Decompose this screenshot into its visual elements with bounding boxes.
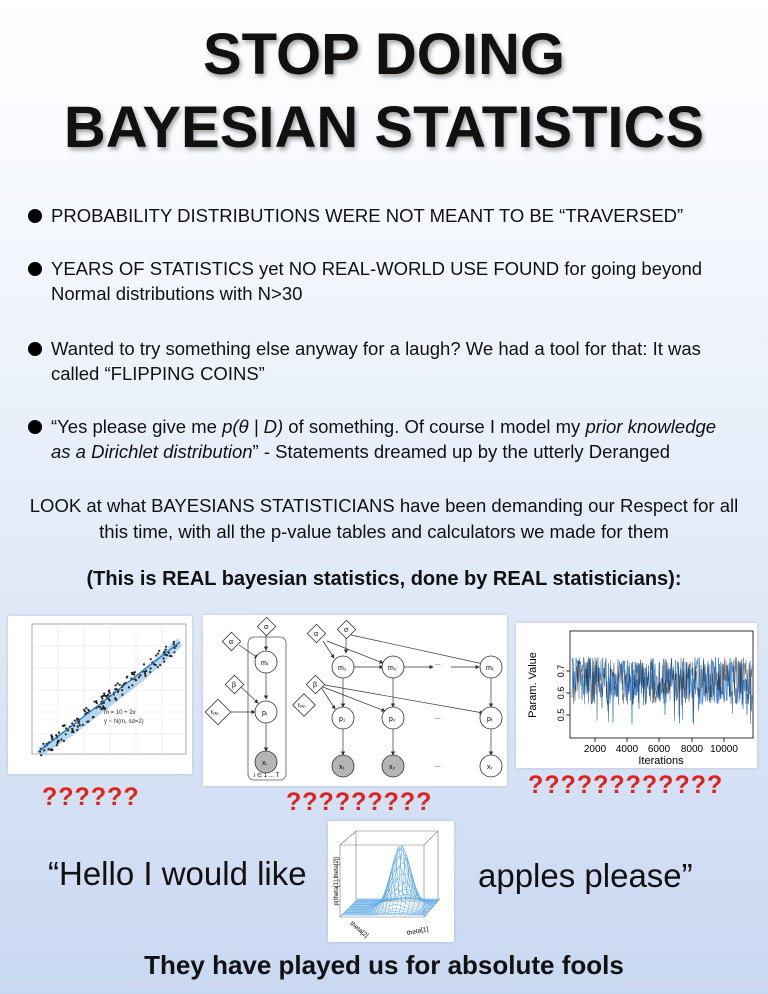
scatter-panel [8, 616, 192, 774]
ellipsis-2: ... [435, 714, 441, 721]
scatter-point [165, 646, 167, 648]
node-alpha-2: α [314, 631, 319, 638]
scatter-point [115, 699, 117, 701]
scatter-point [163, 651, 165, 653]
scatter-point [92, 716, 94, 718]
question-marks-1: ?????? [42, 783, 140, 811]
scatter-point [94, 701, 96, 703]
scatter-point [135, 679, 137, 681]
trace-xtick-3: 8000 [680, 744, 704, 755]
scatter-point [150, 667, 152, 669]
scatter-point [109, 699, 111, 701]
scatter-point [71, 728, 73, 730]
scatter-point [56, 744, 58, 746]
scatter-point [149, 671, 151, 673]
bullet-2 [28, 256, 748, 306]
scatter-point [162, 657, 164, 659]
final-line: They have played us for absolute fools [144, 950, 624, 980]
bullet-4-italic-2: prior knowledge as a Dirichlet distribution [51, 416, 717, 462]
node-f-2: fₑₓₚ [298, 703, 306, 709]
scatter-point [173, 643, 175, 645]
scatter-point [173, 651, 175, 653]
scatter-point [42, 743, 44, 745]
scatter-point [117, 682, 119, 684]
scatter-point [62, 725, 64, 727]
scatter-point [157, 666, 159, 668]
bullet-4-mid: of something. Of course I model my [283, 416, 586, 437]
bullet-dot-icon [28, 209, 42, 223]
title-line-2: BAYESIAN STATISTICS [63, 95, 705, 160]
scatter-point [84, 710, 86, 712]
node-sigma-2: σ [344, 627, 349, 634]
scatter-point [134, 671, 136, 673]
scatter-point [78, 722, 80, 724]
scatter-point [131, 673, 133, 675]
scatter-point [144, 673, 146, 675]
surface-xlabel: theta[1] [406, 925, 430, 938]
bullet-4-pre: “Yes please give me [51, 416, 223, 437]
trace-ytick-0: 0.5 [556, 708, 566, 722]
node-pT: pₜ [487, 716, 493, 723]
scatter-point [128, 686, 130, 688]
scatter-point [164, 649, 166, 651]
scatter-point [139, 674, 141, 676]
scatter-point [104, 695, 106, 697]
scatter-point [74, 720, 76, 722]
node-beta-2: β [313, 682, 318, 689]
scatter-legend-1: m = 10 + 2x [104, 710, 136, 716]
scatter-point [163, 661, 165, 663]
scatter-point [173, 641, 175, 643]
scatter-point [63, 740, 65, 742]
trace-ytick-2: 0.7 [556, 664, 566, 678]
bullet-4-italic-1: p(θ | D) [222, 416, 284, 437]
surface-zlabel: p(theta[1],theta[2]) [334, 856, 340, 906]
node-m1: m₁ [338, 665, 347, 672]
trace-plot [516, 623, 757, 768]
scatter-point [76, 729, 78, 731]
node-beta: β [232, 682, 237, 689]
node-mT: mₜ [486, 665, 494, 672]
scatter-point [121, 694, 123, 696]
scatter-point [144, 671, 146, 673]
hello-left: “Hello I would like [48, 855, 307, 892]
node-p2: p₂ [389, 716, 396, 723]
trace-xtick-1: 4000 [615, 744, 639, 755]
scatter-point [115, 684, 117, 686]
scatter-point [85, 707, 87, 709]
node-m2: m₂ [388, 665, 397, 672]
scatter-point [131, 684, 133, 686]
trace-xtick-2: 6000 [647, 744, 671, 755]
bullet-text: PROBABILITY DISTRIBUTIONS WERE NOT MEANT TO BE “TRAVERSED” [51, 205, 684, 226]
scatter-point [65, 733, 67, 735]
scatter-point [87, 709, 89, 711]
scatter-point [99, 706, 101, 708]
node-mi: mᵢ [261, 660, 268, 667]
scatter-point [150, 658, 152, 660]
scatter-point [143, 663, 145, 665]
bullet-1 [28, 203, 748, 228]
scatter-point [43, 749, 45, 751]
trace-panel [516, 623, 757, 768]
hello-right: apples please” [478, 857, 693, 894]
scatter-point [138, 676, 140, 678]
surface-panel [328, 821, 454, 942]
node-sigma: σ [264, 624, 269, 631]
scatter-point [103, 693, 105, 695]
trace-xlabel: Iterations [638, 755, 684, 767]
surface-ylabel: theta[2] [348, 920, 370, 940]
plate-label: i ∈ 1 ... T [254, 773, 280, 779]
bullet-4-post: ” - Statements dreamed up by the utterly Deranged [252, 441, 671, 462]
scatter-legend-2: y ~ N(m, sd=2) [104, 719, 144, 725]
scatter-point [108, 690, 110, 692]
trace-ylabel: Param. Value [527, 652, 539, 718]
ellipsis-3: ... [435, 762, 441, 769]
scatter-point [40, 754, 42, 756]
scatter-point [155, 654, 157, 656]
scatter-point [126, 676, 128, 678]
scatter-point [144, 675, 146, 677]
surface-mesh-line [352, 854, 434, 906]
scatter-point [133, 674, 135, 676]
bullet-text: Wanted to try something else anyway for a laugh? We had a tool for that: It was called “FLIPPING COINS” [51, 338, 701, 384]
scatter-point [58, 732, 60, 734]
scatter-point [169, 655, 171, 657]
bullet-4 [28, 414, 748, 464]
node-p1: p₁ [339, 716, 346, 723]
scatter-point [101, 698, 103, 700]
scatter-point [96, 702, 98, 704]
node-xT: xₜ [487, 764, 493, 771]
node-alpha: α [229, 639, 234, 646]
bullet-dot-icon [28, 262, 42, 276]
scatter-point [157, 653, 159, 655]
scatter-point [119, 684, 121, 686]
bullet-text [51, 414, 731, 464]
scatter-plot [8, 616, 192, 774]
scatter-point [51, 736, 53, 738]
scatter-point [82, 724, 84, 726]
scatter-point [79, 724, 81, 726]
diagram-panel [203, 615, 507, 786]
node-x1: x₁ [339, 764, 345, 771]
surface-plot [328, 821, 454, 942]
node-xi: xᵢ [262, 760, 267, 767]
scatter-point [121, 689, 123, 691]
graphical-model-diagram [203, 615, 507, 786]
scatter-point [60, 738, 62, 740]
ellipsis-1: ... [435, 660, 441, 667]
scatter-point [50, 749, 52, 751]
question-marks-2: ????????? [286, 788, 433, 816]
scatter-point [114, 688, 116, 690]
scatter-point [159, 664, 161, 666]
scatter-point [101, 696, 103, 698]
scatter-point [102, 705, 104, 707]
node-pi: pᵢ [262, 710, 267, 717]
question-marks-3: ???????????? [528, 771, 724, 799]
subtitle: (This is REAL bayesian statistics, done by REAL statisticians): [86, 568, 682, 590]
bullet-dot-icon [28, 342, 42, 356]
bullet-dot-icon [28, 420, 42, 434]
trace-xtick-0: 2000 [583, 744, 607, 755]
bullet-text: YEARS OF STATISTICS yet NO REAL-WORLD USE FOUND for going beyond Normal distributions with N>30 [51, 258, 703, 304]
node-f: fₑₓₚ [211, 710, 219, 716]
scatter-point [47, 748, 49, 750]
trace-xtick-4: 10000 [710, 744, 738, 755]
scatter-point [88, 720, 90, 722]
look-text: LOOK at what BAYESIANS STATISTICIANS have been demanding our Respect for all this time, with all the p-value tables and calculators we made for them [29, 495, 739, 542]
scatter-point [107, 695, 109, 697]
bullet-3 [28, 336, 748, 386]
scatter-point [57, 740, 59, 742]
node-x2: x₂ [389, 764, 396, 771]
title-line-1: STOP DOING [202, 22, 566, 87]
scatter-point [77, 725, 79, 727]
scatter-point [158, 650, 160, 652]
trace-ytick-1: 0.6 [556, 686, 566, 700]
